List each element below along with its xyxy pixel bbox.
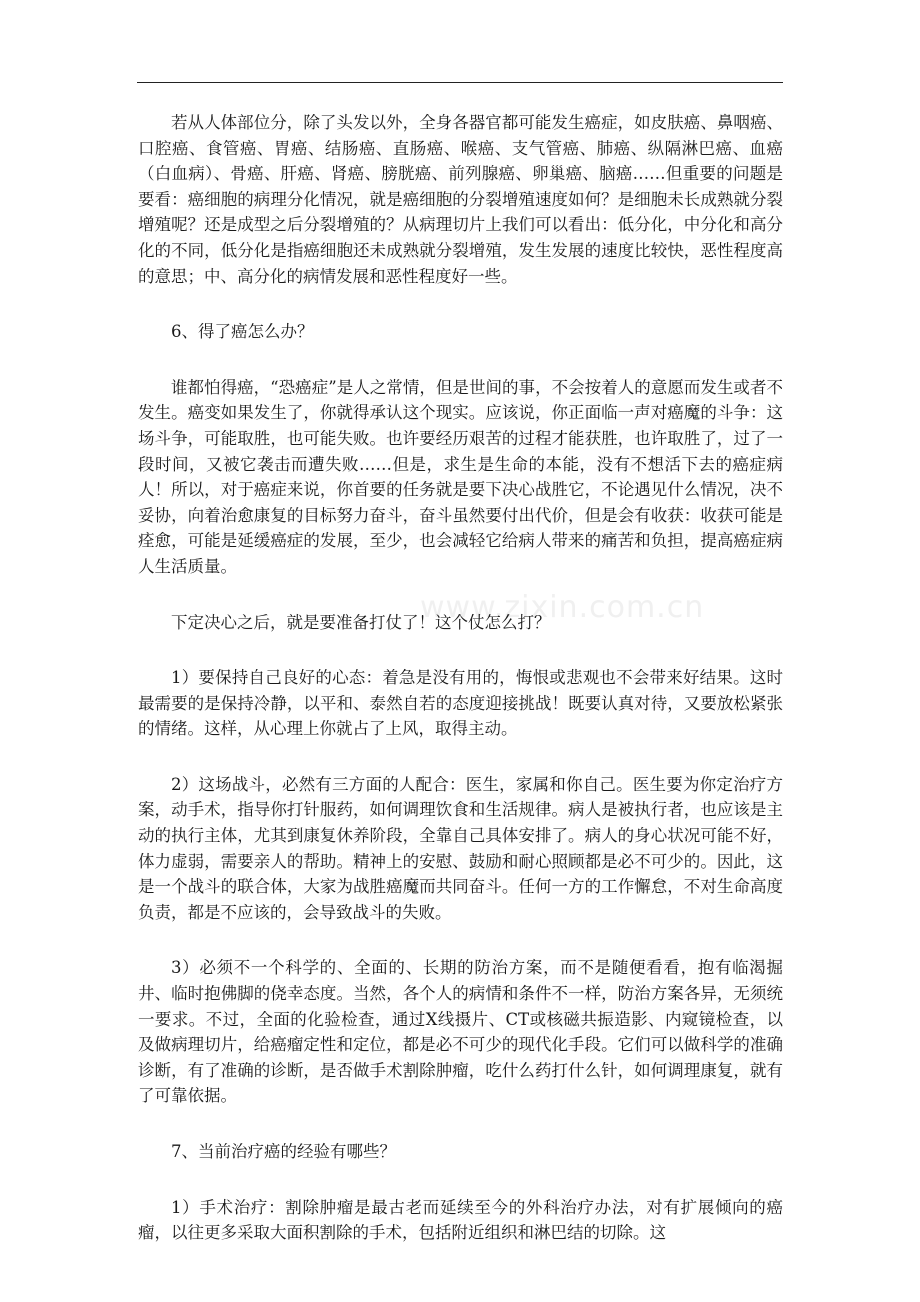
- section-heading-7: 7、当前治疗癌的经验有哪些？: [171, 1142, 396, 1161]
- paragraph-point-1-mindset: 1）要保持自己良好的心态：着急是没有用的，悔恨或悲观也不会带来好结果。这时最需要的是保持冷静，以平和、泰然自若的态度迎接挑战！既要认真对待，又要放松紧张的情绪。这样，从心理上你就占了上风，取得主动。: [138, 668, 783, 739]
- section-heading-6: 6、得了癌怎么办？: [171, 322, 314, 342]
- paragraph-surgery: 1）手术治疗：割除肿瘤是最古老而延续至今的外科治疗办法，对有扩展倾向的癌瘤，以往更多采取大面积割除的手术，包括附近组织和淋巴结的切除。这: [138, 1197, 783, 1243]
- header-rule: [137, 82, 783, 83]
- watermark: www.zixin.com.cn: [420, 590, 705, 625]
- paragraph-point-3-plan: 3）必须不一个科学的、全面的、长期的防治方案，而不是随便看看，抱有临渴掘井、临时抱佛脚的侥幸态度。当然，各个人的病情和条件不一样，防治方案各异，无须统一要求。不过，全面的化验检查，通过X线摄片、CT或核磁共振造影、内窥镜检查，以及做病理切片，给癌瘤定性和定位，都是必不可少的现代化手段。它们可以做科学的准确诊断，有了准确的诊断，是否做手术割除肿瘤，吃什么药打什么针，如何调理康复，就有了可靠依据。: [138, 958, 783, 1106]
- paragraph-prepare-fight: 下定决心之后，就是要准备打仗了！这个仗怎么打？: [171, 612, 551, 632]
- paragraph-fear-of-cancer: 谁都怕得癌，“恐癌症”是人之常情，但是世间的事，不会按着人的意愿而发生或者不发生。癌变如果发生了，你就得承认这个现实。应该说，你正面临一声对癌魔的斗争：这场斗争，可能取胜，也可能失败。也许要经历艰苦的过程才能获胜，也许取胜了，过了一段时间，又被它袭击而遭失败……但是，求生是生命的本能，没有不想活下去的癌症病人！所以，对于癌症来说，你首要的任务就是要下决心战胜它，不论遇见什么情况，决不妥协，向着治愈康复的目标努力奋斗，奋斗虽然要付出代价，但是会有收获：收获可能是痊愈，可能是延缓癌症的发展，至少，也会减轻它给病人带来的痛苦和负担，提高癌症病人生活质量。: [138, 377, 783, 576]
- document-body: [138, 110, 783, 1276]
- paragraph-point-2-cooperation: 2）这场战斗，必然有三方面的人配合：医生，家属和你自己。医生要为你定治疗方案，动手术，指导你打针服药，如何调理饮食和生活规律。病人是被执行者，也应该是主动的执行主体，尤其到康复休养阶段，全靠自己具体安排了。病人的身心状况可能不好，体力虚弱，需要亲人的帮助。精神上的安慰、鼓励和耐心照顾都是必不可少的。因此，这是一个战斗的联合体，大家为战胜癌魔而共同奋斗。任何一方的工作懈怠，不对生命高度负责，都是不应该的，会导致战斗的失败。: [138, 774, 783, 922]
- paragraph-cancer-sites: 若从人体部位分，除了头发以外，全身各器官都可能发生癌症，如皮肤癌、鼻咽癌、口腔癌、食管癌、胃癌、结肠癌、直肠癌、喉癌、支气管癌、肺癌、纵隔淋巴癌、血癌（白血病）、骨癌、肝癌、肾癌、膀胱癌、前列腺癌、卵巢癌、脑癌……但重要的问题是要看：癌细胞的病理分化情况，就是癌细胞的分裂增殖速度如何？是细胞未长成熟就分裂增殖呢？还是成型之后分裂增殖的？从病理切片上我们可以看出：低分化，中分化和高分化的不同，低分化是指癌细胞还未成熟就分裂增殖，发生发展的速度比较快，恶性程度高的意思；中、高分化的病情发展和恶性程度好一些。: [138, 113, 783, 286]
